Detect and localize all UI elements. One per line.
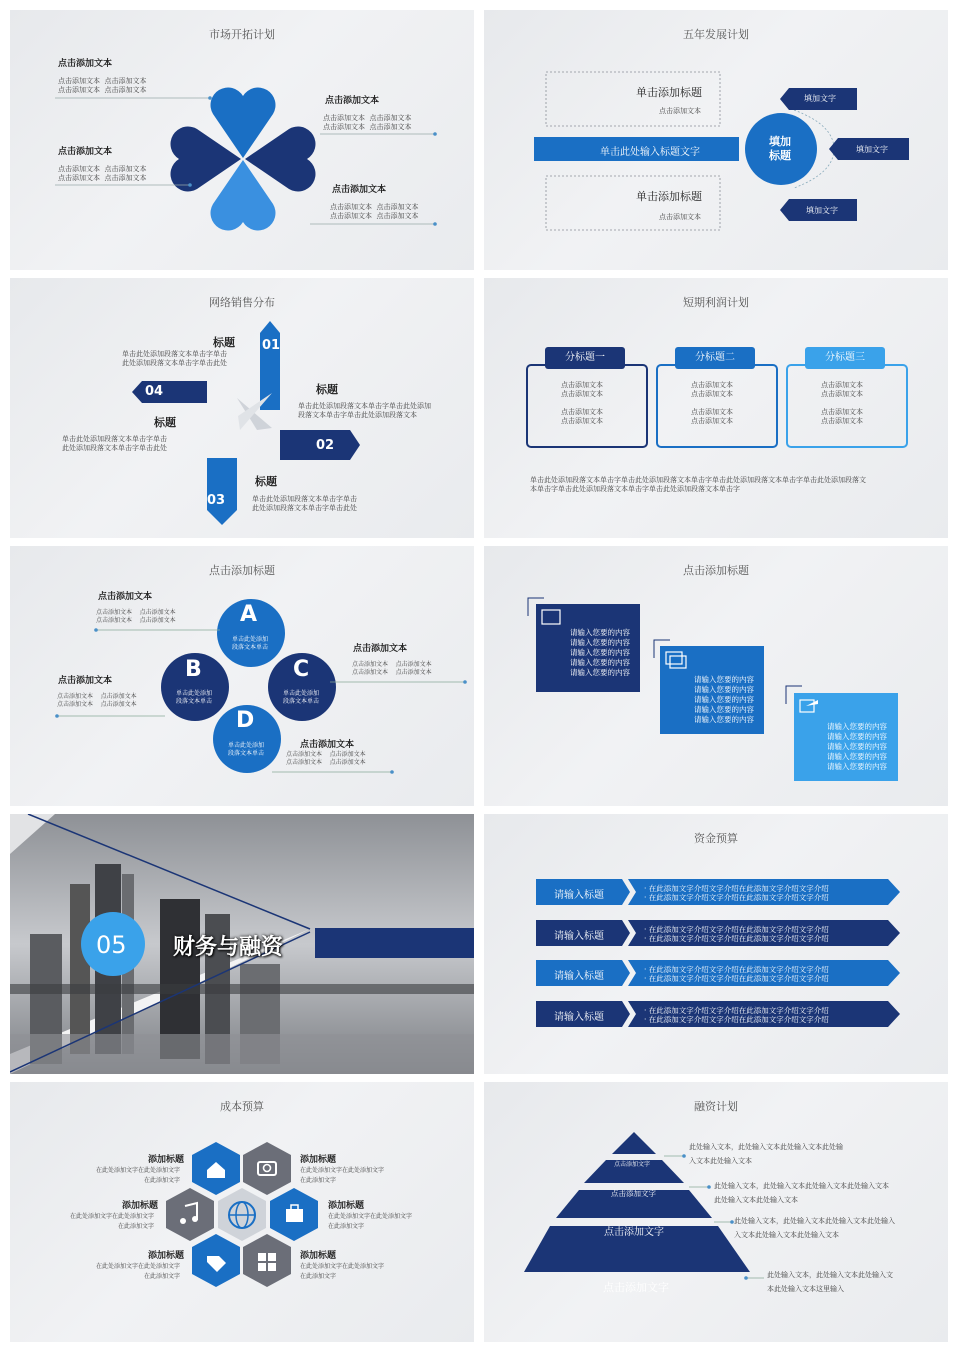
music-icon	[178, 1202, 200, 1224]
tier-desc: 此处输入文本，此处输入文本此处输入文 本此处输入文本这里输入	[767, 1271, 893, 1293]
text-item: 点击添加文本 点击添加文本 点击添加文本 点击添加文本	[57, 693, 137, 708]
five-year-graphic	[484, 10, 948, 270]
paragraph: 单击此处添加段落文本单击字单击 此处添加段落文本单击字单击此处	[252, 495, 357, 512]
text-item: 点击添加文本 点击添加文本 点击添加文本 点击添加文本	[352, 661, 432, 676]
tag-icon	[206, 1254, 228, 1274]
tab-1: 分标题一	[545, 347, 625, 369]
section-number: 05	[96, 931, 127, 959]
row-title: 请输入标题	[554, 1012, 604, 1023]
letter-b: B	[185, 657, 202, 682]
text-heading: 点击添加文本	[300, 740, 355, 750]
item-text: 在此处添加文字在此处添加文字 在此添加文字	[300, 1263, 385, 1280]
text-item: 点击添加文本 点击添加文本 点击添加文本 点击添加文本	[58, 77, 147, 94]
globe-icon	[229, 1202, 257, 1230]
text-heading: 点击添加文本	[58, 147, 113, 157]
box-subtitle: 点击添加文本	[659, 213, 701, 221]
tier-label: 点击添加文字	[611, 1189, 656, 1198]
tier-desc: 此处输入文本，此处输入文本此处输入文本此处输 入文本此处输入文本	[689, 1143, 843, 1165]
slide-network-sales	[10, 278, 474, 538]
input-bar-text: 单击此处输入标题文字	[600, 147, 700, 158]
label-title: 标题	[316, 383, 338, 396]
item-text: 在此处添加文字在此处添加文字 在此添加文字	[328, 1213, 413, 1230]
slide-financing-plan	[484, 1082, 948, 1342]
slide-fund-budget	[484, 814, 948, 1074]
card-text: 请输入您要的内容 请输入您要的内容 请输入您要的内容 请输入您要的内容 请输入您要的内容	[694, 675, 754, 724]
box-title: 单击添加标题	[636, 86, 702, 99]
slide-title: 融资计划	[694, 1100, 738, 1113]
tag-text: 填加文字	[806, 206, 838, 215]
number-03: 03	[207, 493, 226, 508]
box-title: 单击添加标题	[636, 190, 702, 203]
windows-icon	[664, 650, 688, 670]
label-title: 标题	[154, 416, 176, 429]
slide-title: 点击添加标题	[209, 564, 275, 577]
clover-graphic	[10, 10, 474, 270]
number-04: 04	[145, 384, 164, 399]
row-title: 请输入标题	[554, 890, 604, 901]
text-heading: 点击添加文本	[332, 185, 387, 195]
text-heading: 点击添加文本	[58, 676, 113, 686]
row-desc: · 在此添加文字介绍文字介绍在此添加文字介绍文字介绍 · 在此添加文字介绍文字介绍在此添加文字介绍文字介绍	[644, 925, 829, 943]
label-title: 标题	[213, 336, 235, 349]
box-subtitle: 点击添加文本	[659, 107, 701, 115]
row-title: 请输入标题	[554, 971, 604, 982]
item-text: 在此处添加文字在此处添加文字 在此添加文字	[70, 1213, 155, 1230]
tier-label: 点击添加文字	[614, 1161, 651, 1168]
share-icon	[798, 698, 820, 714]
text-heading: 点击添加文本	[325, 96, 380, 106]
text-item: 点击添加文本 点击添加文本 点击添加文本 点击添加文本	[286, 751, 366, 766]
section-title: 财务与融资	[173, 935, 284, 960]
row-title: 请输入标题	[554, 931, 604, 942]
card-text: 点击添加文本 点击添加文本 点击添加文本 点击添加文本	[561, 381, 603, 425]
item-text: 在此处添加文字在此处添加文字 在此添加文字	[96, 1167, 181, 1184]
tier-desc: 此处输入文本，此处输入文本此处输入文本此处输入 入文本此处输入文本此处输入文本	[734, 1217, 895, 1239]
text-heading: 点击添加文本	[98, 592, 153, 602]
paragraph: 单击此处添加段落文本单击字单击 此处添加段落文本单击字单击此处	[62, 435, 167, 452]
letter-d: D	[236, 708, 255, 733]
paragraph: 单击此处添加段落文本单击字单击此处添加段落文本单击字单击此处添加段落文本单击字单击此处添加段落文 本单击字单击此处添加段落文本单击字单击此处添加段落文本单击字	[530, 476, 866, 493]
briefcase-icon	[285, 1204, 305, 1224]
item-text: 在此处添加文字在此处添加文字 在此添加文字	[96, 1263, 181, 1280]
number-01: 01	[262, 338, 281, 353]
slide-title: 点击添加标题	[683, 564, 749, 577]
home-icon	[205, 1160, 227, 1180]
text-item: 点击添加文本 点击添加文本 点击添加文本 点击添加文本	[330, 203, 419, 220]
label-title: 标题	[255, 475, 277, 488]
tab-3: 分标题三	[805, 347, 885, 369]
tag-text: 填加文字	[804, 94, 836, 103]
card-text: 请输入您要的内容 请输入您要的内容 请输入您要的内容 请输入您要的内容 请输入您要的内容	[827, 722, 887, 771]
row-desc: · 在此添加文字介绍文字介绍在此添加文字介绍文字介绍 · 在此添加文字介绍文字介绍在此添加文字介绍文字介绍	[644, 884, 829, 902]
text-heading: 点击添加文本	[58, 59, 113, 69]
slide-steps	[484, 546, 948, 806]
text-item: 点击添加文本 点击添加文本 点击添加文本 点击添加文本	[323, 114, 412, 131]
slide-cost-budget	[10, 1082, 474, 1342]
item-text: 在此处添加文字在此处添加文字 在此添加文字	[300, 1167, 385, 1184]
slide-title: 成本预算	[220, 1100, 264, 1113]
slide-section-05	[10, 814, 474, 1074]
slide-title: 五年发展计划	[683, 28, 749, 41]
card-text: 请输入您要的内容 请输入您要的内容 请输入您要的内容 请输入您要的内容 请输入您要的内容	[570, 628, 630, 677]
circle-text: 单击此处添加 段落文本单击	[176, 690, 213, 705]
budget-bars	[484, 814, 948, 1074]
slide-short-term-profit	[484, 278, 948, 538]
text-item: 点击添加文本 点击添加文本 点击添加文本 点击添加文本	[58, 165, 147, 182]
slide-title: 短期利润计划	[683, 296, 749, 309]
camera-icon	[256, 1160, 278, 1178]
slide-title: 网络销售分布	[209, 296, 275, 309]
monitor-icon	[540, 608, 562, 626]
circle-title: 填加 标题	[769, 135, 791, 162]
card-text: 点击添加文本 点击添加文本 点击添加文本 点击添加文本	[691, 381, 733, 425]
circle-text: 单击此处添加 段落文本单击	[283, 690, 320, 705]
grid-icon	[257, 1252, 277, 1272]
item-heading: 添加标题	[328, 1201, 365, 1211]
paragraph: 单击此处添加段落文本单击字单击 此处添加段落文本单击字单击此处	[122, 350, 227, 367]
item-heading: 添加标题	[300, 1251, 337, 1261]
item-heading: 添加标题	[122, 1201, 159, 1211]
item-heading: 添加标题	[148, 1251, 185, 1261]
slide-title: 资金预算	[694, 832, 738, 845]
text-item: 点击添加文本 点击添加文本 点击添加文本 点击添加文本	[96, 609, 176, 624]
tier-label: 点击添加文字	[604, 1227, 664, 1238]
circle-text: 单击此处添加 段落文本单击	[232, 636, 269, 651]
letter-c: C	[293, 657, 310, 682]
slide-abcd	[10, 546, 474, 806]
item-heading: 添加标题	[148, 1155, 185, 1165]
card-text: 点击添加文本 点击添加文本 点击添加文本 点击添加文本	[821, 381, 863, 425]
slide-market-plan	[10, 10, 474, 270]
paragraph: 单击此处添加段落文本单击字单击此处添加 段落文本单击字单击此处添加段落文本	[298, 402, 431, 419]
slide-title: 市场开拓计划	[209, 28, 275, 41]
tag-text: 填加文字	[856, 145, 888, 154]
text-heading: 点击添加文本	[353, 644, 408, 654]
row-desc: · 在此添加文字介绍文字介绍在此添加文字介绍文字介绍 · 在此添加文字介绍文字介绍在此添加文字介绍文字介绍	[644, 1006, 829, 1024]
tab-2: 分标题二	[675, 347, 755, 369]
tier-desc: 此处输入文本，此处输入文本此处输入文本此处输入文本 此处输入文本此处输入文本	[714, 1182, 889, 1204]
item-heading: 添加标题	[300, 1155, 337, 1165]
slide-five-year-plan	[484, 10, 948, 270]
circle-text: 单击此处添加 段落文本单击	[228, 742, 265, 757]
tier-label: 点击添加文字	[603, 1281, 669, 1294]
number-02: 02	[316, 438, 335, 453]
row-desc: · 在此添加文字介绍文字介绍在此添加文字介绍文字介绍 · 在此添加文字介绍文字介绍在此添加文字介绍文字介绍	[644, 965, 829, 983]
letter-a: A	[240, 602, 258, 627]
pyramid-graphic	[484, 1082, 948, 1342]
